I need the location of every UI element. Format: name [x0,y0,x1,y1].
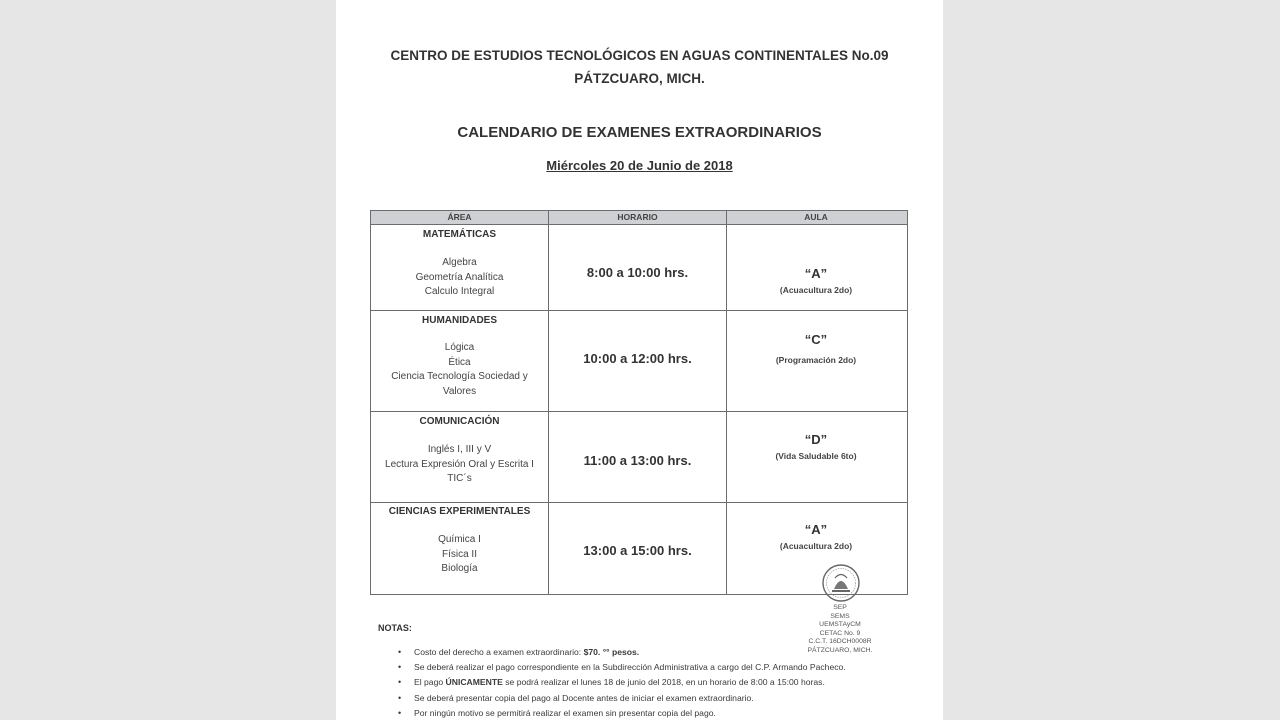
subject-list [371,443,548,487]
column-header-aula: AULA [804,212,828,222]
notes-title: NOTAS: [378,623,412,633]
subject: TIC´s [447,473,472,484]
area-title: COMUNICACIÓN [419,416,500,427]
aula-cell [727,503,905,594]
document-page [336,0,943,720]
area-title: HUMANIDADES [422,315,497,326]
area-cell [371,503,549,594]
note-item: • Se deberá presentar copia del pago al Docente antes de iniciar el examen extraordinario. [398,691,918,706]
exam-date: Miércoles 20 de Junio de 2018 [546,158,733,173]
stamp-line: UEMSTAyCM [819,621,861,629]
aula-cell [727,412,905,502]
aula-cell [727,311,905,411]
subject: Química I [438,534,481,545]
table-row [371,225,907,311]
institution-name: CENTRO DE ESTUDIOS TECNOLÓGICOS EN AGUAS CONTINENTALES No.09 [390,48,889,63]
table-row [371,412,907,503]
area-title: CIENCIAS EXPERIMENTALES [388,506,531,517]
institution-location: PÁTZCUARO, MICH. [574,71,705,86]
subject: Ciencia Tecnología Sociedad y [391,371,528,382]
subject-list [371,341,548,399]
subject-list [371,256,548,300]
stamp-line: C.C.T. 16DCH0008R [808,638,872,646]
exam-time: 11:00 a 13:00 hrs. [583,453,692,468]
aula-letter: “D” [804,432,828,447]
exam-time: 13:00 a 15:00 hrs. [583,543,692,558]
time-cell [549,311,727,411]
time-cell [549,412,727,502]
area-cell [371,225,549,310]
aula-description: (Programación 2do) [775,355,857,365]
aula-letter: “C” [804,332,828,347]
table-header [371,211,907,225]
subject: Valores [442,385,477,397]
notes-list [398,645,918,720]
time-cell [549,503,727,594]
subject: Algebra [442,257,477,268]
note-item: • El pago ÚNICAMENTE se podrá realizar el lunes 18 de junio del 2018, en un horario de 8:00 a 15:00 horas. [398,675,918,690]
aula-description: (Acuacultura 2do) [779,285,853,295]
subject-list [371,533,548,577]
stamp-line: SEP [833,604,847,611]
stamp-line: SEMS [830,612,850,620]
area-title: MATEMÁTICAS [422,229,497,240]
table-row [371,311,907,412]
aula-description: (Acuacultura 2do) [779,541,853,551]
seal-emblem-icon [821,563,861,603]
subject: Lógica [444,342,475,353]
area-cell [371,412,549,502]
note-item: • Se deberá realizar el pago correspondiente en la Subdirección Administrativa a cargo del C.P. Armando Pacheco. [398,660,918,675]
column-header-horario: HORARIO [549,211,727,224]
subject: Geometría Analítica [415,271,504,283]
aula-description: (Vida Saludable 6to) [775,451,857,461]
stamp-line: CETAC No. 9 [819,629,861,637]
time-cell [549,225,727,310]
aula-cell [727,225,905,310]
note-item: • Costo del derecho a examen extraordinario: $70. °° pesos. [398,645,918,660]
subject: Calculo Integral [424,286,495,297]
column-header-area: ÁREA [371,211,549,224]
aula-letter: “A” [804,266,828,281]
note-item: • Por ningún motivo se permitirá realizar el examen sin presentar copia del pago. [398,706,918,720]
document-title: CALENDARIO DE EXAMENES EXTRAORDINARIOS [457,124,822,141]
subject: Física II [441,548,477,560]
area-cell [371,311,549,411]
exam-time: 8:00 a 10:00 hrs. [586,265,689,280]
exam-schedule-table [370,210,908,595]
subject: Biología [441,563,478,574]
subject: Lectura Expresión Oral y Escrita I [385,458,534,470]
stamp-line: PÁTZCUARO, MICH. [807,646,873,654]
subject: Inglés I, III y V [427,444,492,455]
subject: Ética [448,356,471,368]
exam-time: 10:00 a 12:00 hrs. [583,351,692,366]
aula-letter: “A” [804,522,828,537]
